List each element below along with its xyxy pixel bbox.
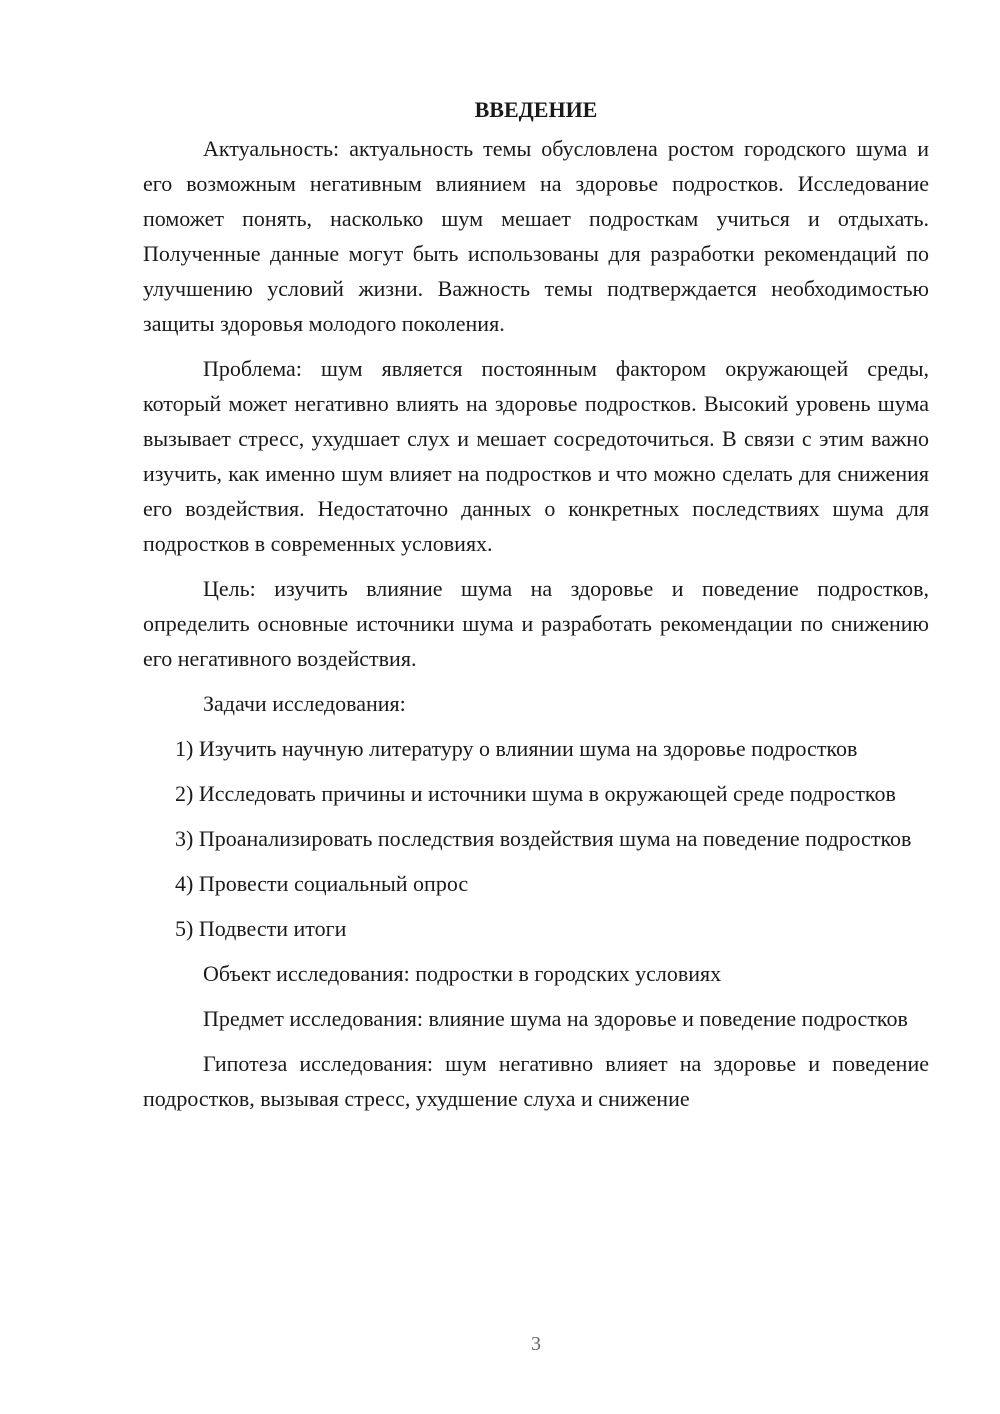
paragraph-hypothesis: Гипотеза исследования: шум негативно влияет на здоровье и поведение подростков, вызывая стресс, ухудшение слуха и снижение [143,1051,929,1111]
paragraph-problem: Проблема: шум является постоянным фактором окружающей среды, который может негативно влиять на здоровье подростков. Высокий уровень шума вызывает стресс, ухудшает слух и мешает сосредоточиться. В связи с этим важно изучить, как именно шум влияет на подростков и что можно сделать для снижения его воздействия. Недостаточно данных о конкретных последствиях шума для подростков в современных условиях. [143,356,929,556]
tasks-heading: Задачи исследования: [203,691,406,716]
paragraph-subject: Предмет исследования: влияние шума на здоровье и поведение подростков [203,1006,908,1031]
task-item-5: 5) Подвести итоги [175,916,347,941]
document-page [143,92,929,1126]
paragraph-object: Объект исследования: подростки в городских условиях [203,961,722,986]
task-item-4: 4) Провести социальный опрос [175,871,469,896]
task-item-2: 2) Исследовать причины и источники шума в окружающей среде подростков [175,781,896,806]
document-title: ВВЕДЕНИЕ [474,97,598,122]
paragraph-relevance: Актуальность: актуальность темы обусловлена ростом городского шума и его возможным негативным влиянием на здоровье подростков. Исследование поможет понять, насколько шум мешает подросткам учиться и отдыхать. Полученные данные могут быть использованы для разработки рекомендаций по улучшению условий жизни. Важность темы подтверждается необходимостью защиты здоровья молодого поколения. [143,136,929,336]
task-item-1: 1) Изучить научную литературу о влиянии шума на здоровье подростков [175,736,858,761]
paragraph-goal: Цель: изучить влияние шума на здоровье и поведение подростков, определить основные источники шума и разработать рекомендации по снижению его негативного воздействия. [143,576,929,671]
task-item-3: 3) Проанализировать последствия воздействия шума на поведение подростков [175,826,912,851]
page-number: 3 [531,1333,541,1355]
